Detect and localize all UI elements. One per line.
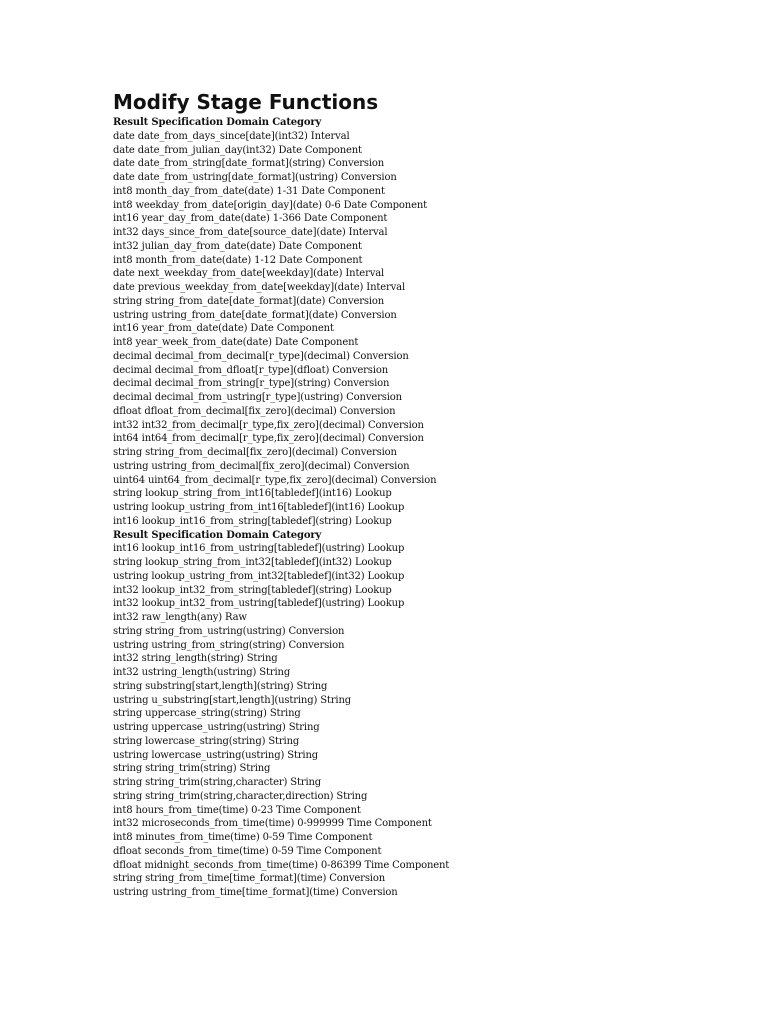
- function-row: date date_from_days_since[date](int32) Interval: [113, 130, 350, 142]
- function-row: ustring ustring_from_date[date_format](date) Conversion: [113, 309, 397, 321]
- function-row: string string_from_time[time_format](time) Conversion: [113, 873, 386, 885]
- function-row: int8 weekday_from_date[origin_day](date) 0-6 Date Component: [113, 199, 428, 211]
- function-row: decimal decimal_from_string[r_type](string) Conversion: [113, 378, 390, 390]
- function-row: int32 microseconds_from_time(time) 0-999999 Time Component: [113, 818, 432, 830]
- function-row: ustring ustring_from_string(string) Conversion: [113, 639, 345, 651]
- function-row: int16 year_day_from_date(date) 1-366 Date Component: [113, 213, 388, 225]
- function-row: string string_from_date[date_format](date) Conversion: [113, 295, 385, 307]
- function-row: string string_trim(string,character,direction) String: [113, 790, 368, 802]
- function-row: int64 int64_from_decimal[r_type,fix_zero](decimal) Conversion: [113, 433, 424, 445]
- function-row: date previous_weekday_from_date[weekday](date) Interval: [113, 282, 405, 293]
- function-row: int16 year_from_date(date) Date Component: [113, 323, 334, 335]
- function-row: ustring ustring_from_time[time_format](time) Conversion: [113, 887, 398, 898]
- function-row: date next_weekday_from_date[weekday](date) Interval: [113, 268, 385, 280]
- function-row: uint64 uint64_from_decimal[r_type,fix_zero](decimal) Conversion: [113, 474, 437, 486]
- function-row: int8 hours_from_time(time) 0-23 Time Component: [113, 804, 361, 816]
- function-row: date date_from_julian_day(int32) Date Component: [113, 144, 362, 156]
- function-row: ustring lowercase_ustring(ustring) String: [113, 749, 319, 761]
- function-row: date date_from_ustring[date_format](ustring) Conversion: [113, 172, 397, 183]
- function-row: int8 month_day_from_date(date) 1-31 Date Component: [113, 185, 385, 197]
- function-row: dfloat seconds_from_time(time) 0-59 Time Component: [113, 845, 382, 857]
- function-row: int16 lookup_int16_from_ustring[tabledef](ustring) Lookup: [113, 543, 405, 555]
- function-row: decimal decimal_from_ustring[r_type](ustring) Conversion: [113, 392, 402, 403]
- table-header-row: Result Specification Domain Category: [113, 529, 322, 541]
- function-row: string substring[start,length](string) String: [113, 680, 328, 692]
- function-row: int32 ustring_length(ustring) String: [113, 667, 291, 678]
- function-row: dfloat midnight_seconds_from_time(time) 0-86399 Time Component: [113, 859, 450, 871]
- function-row: decimal decimal_from_decimal[r_type](decimal) Conversion: [113, 350, 409, 362]
- function-row: ustring u_substring[start,length](ustring) String: [113, 694, 352, 706]
- function-row: int8 minutes_from_time(time) 0-59 Time Component: [113, 832, 373, 843]
- function-row: int32 raw_length(any) Raw: [113, 612, 247, 623]
- table-header-row: Result Specification Domain Category: [113, 117, 322, 128]
- document-title: Modify Stage Functions: [113, 90, 379, 114]
- function-row: int32 days_since_from_date[source_date](date) Interval: [113, 227, 388, 238]
- function-row: int32 int32_from_decimal[r_type,fix_zero](decimal) Conversion: [113, 419, 424, 431]
- function-row: decimal decimal_from_dfloat[r_type](dfloat) Conversion: [113, 364, 388, 376]
- function-row: int32 lookup_int32_from_string[tabledef](string) Lookup: [113, 584, 392, 596]
- function-row: int32 string_length(string) String: [113, 653, 278, 665]
- function-row: ustring lookup_ustring_from_int32[tabledef](int32) Lookup: [113, 570, 405, 582]
- function-row: int8 year_week_from_date(date) Date Component: [113, 337, 359, 348]
- function-row: int32 julian_day_from_date(date) Date Component: [113, 240, 362, 252]
- function-row: string string_trim(string,character) String: [113, 777, 322, 788]
- function-list: [113, 116, 733, 900]
- function-row: dfloat dfloat_from_decimal[fix_zero](decimal) Conversion: [113, 405, 396, 417]
- function-row: string lookup_string_from_int32[tabledef](int32) Lookup: [113, 557, 392, 568]
- function-row: int8 month_from_date(date) 1-12 Date Component: [113, 254, 363, 266]
- function-row: date date_from_string[date_format](string) Conversion: [113, 158, 385, 170]
- function-row: string string_trim(string) String: [113, 763, 271, 775]
- function-row: string string_from_ustring(ustring) Conversion: [113, 625, 345, 637]
- function-row: string uppercase_string(string) String: [113, 708, 301, 720]
- function-row: ustring ustring_from_decimal[fix_zero](decimal) Conversion: [113, 460, 410, 472]
- function-row: string string_from_decimal[fix_zero](decimal) Conversion: [113, 447, 397, 458]
- function-row: int16 lookup_int16_from_string[tabledef](string) Lookup: [113, 515, 392, 527]
- function-row: string lookup_string_from_int16[tabledef](int16) Lookup: [113, 488, 392, 500]
- function-row: ustring uppercase_ustring(ustring) String: [113, 722, 320, 733]
- function-row: string lowercase_string(string) String: [113, 735, 300, 747]
- function-row: ustring lookup_ustring_from_int16[tabledef](int16) Lookup: [113, 502, 405, 513]
- function-row: int32 lookup_int32_from_ustring[tabledef](ustring) Lookup: [113, 598, 405, 610]
- document-page: [113, 88, 733, 900]
